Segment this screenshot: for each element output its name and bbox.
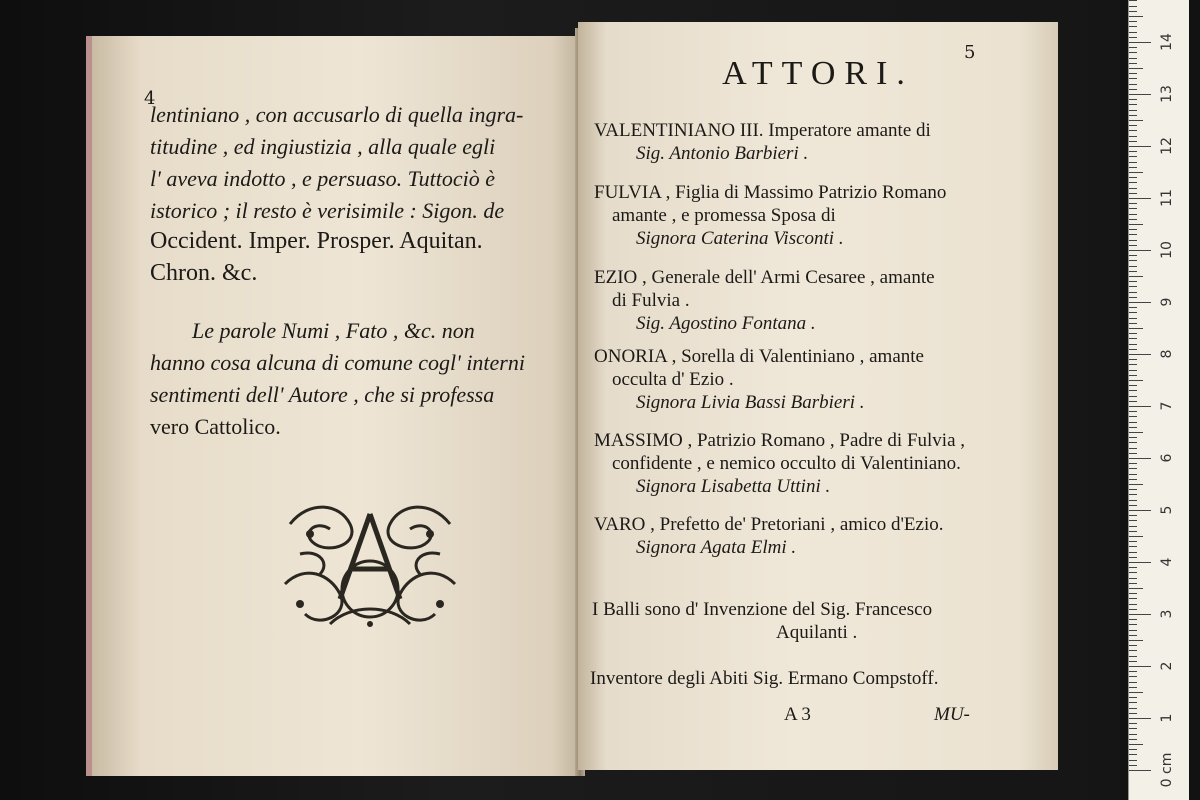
note-line: Le parole Numi , Fato , &c. non <box>192 318 475 343</box>
ruler-tick <box>1129 770 1151 771</box>
ruler-tick <box>1129 390 1137 391</box>
ruler-tick <box>1129 385 1137 386</box>
ruler-tick <box>1129 437 1137 438</box>
ruler-tick <box>1129 494 1137 495</box>
cast-role-cont: confidente , e nemico occulto di Valentiniano. <box>612 453 961 474</box>
note-line: hanno cosa alcuna di comune cogl' interni <box>150 350 525 375</box>
ruler-tick <box>1129 229 1137 230</box>
ruler-tick <box>1129 619 1137 620</box>
ruler-tick <box>1129 224 1143 225</box>
ruler-tick <box>1129 136 1137 137</box>
ruler-tick <box>1129 723 1137 724</box>
ruler-tick <box>1129 510 1151 511</box>
ruler-tick <box>1129 281 1137 282</box>
ruler-tick <box>1129 370 1137 371</box>
note-line: vero Cattolico. <box>150 414 281 439</box>
text-line: l' aveva indotto , e persuaso. Tuttociò è <box>150 166 496 191</box>
cast-role: EZIO , Generale dell' Armi Cesaree , amante <box>594 267 935 288</box>
ruler-tick <box>1129 479 1137 480</box>
left-page <box>86 36 581 776</box>
ruler-tick <box>1129 562 1151 563</box>
ruler-tick <box>1129 99 1137 100</box>
text-line: Occident. Imper. Prosper. Aquitan. <box>150 228 483 254</box>
ruler-tick <box>1129 588 1143 589</box>
ruler-tick <box>1129 640 1143 641</box>
ruler-tick <box>1129 578 1137 579</box>
ruler-tick <box>1129 255 1137 256</box>
ruler-tick <box>1129 11 1137 12</box>
ruler-tick <box>1129 188 1137 189</box>
ruler-tick <box>1129 713 1137 714</box>
ruler-tick <box>1129 624 1137 625</box>
ruler-tick <box>1129 401 1137 402</box>
ruler-tick <box>1129 21 1137 22</box>
ruler-tick <box>1129 84 1137 85</box>
ruler-number: 4 <box>1159 557 1175 567</box>
ruler-tick <box>1129 359 1137 360</box>
ruler-tick <box>1129 380 1143 381</box>
ruler-tick <box>1129 240 1137 241</box>
text-line: titudine , ed ingiustizia , alla quale egli <box>150 134 496 159</box>
ruler-tick <box>1129 406 1151 407</box>
signature-mark: A 3 <box>784 704 811 725</box>
ruler-tick <box>1129 468 1137 469</box>
ruler-tick <box>1129 754 1137 755</box>
ruler-tick <box>1129 645 1137 646</box>
cast-actor: Signora Lisabetta Uttini . <box>636 476 831 497</box>
ruler-tick <box>1129 141 1137 142</box>
ruler-tick <box>1129 110 1137 111</box>
ruler-tick <box>1129 276 1143 277</box>
ruler-tick <box>1129 219 1137 220</box>
ruler-tick <box>1129 312 1137 313</box>
ruler-tick <box>1129 250 1151 251</box>
ruler-tick <box>1129 94 1151 95</box>
ruler-tick <box>1129 333 1137 334</box>
ruler-tick <box>1129 484 1143 485</box>
ruler-tick <box>1129 177 1137 178</box>
ruler-tick <box>1129 515 1137 516</box>
ruler-number: 1 <box>1159 713 1175 723</box>
ruler-tick <box>1129 671 1137 672</box>
ruler-tick <box>1129 708 1137 709</box>
ruler-tick <box>1129 453 1137 454</box>
text-line: lentiniano , con accusarlo di quella ingra- <box>150 102 524 127</box>
ruler-number: 9 <box>1159 297 1175 307</box>
ruler-tick <box>1129 52 1137 53</box>
ruler-tick <box>1129 765 1137 766</box>
ruler-tick <box>1129 432 1143 433</box>
fleuron-monogram-ornament-icon <box>270 494 470 639</box>
ruler-tick <box>1129 520 1137 521</box>
ruler-tick <box>1129 448 1137 449</box>
ruler-number: 5 <box>1159 505 1175 515</box>
open-book <box>86 22 1066 782</box>
ruler-tick <box>1129 208 1137 209</box>
ruler-number: 14 <box>1159 33 1175 51</box>
ruler-tick <box>1129 302 1151 303</box>
ruler-tick <box>1129 58 1137 59</box>
ruler-tick <box>1129 260 1137 261</box>
ruler-tick <box>1129 182 1137 183</box>
cast-actor: Signora Agata Elmi . <box>636 537 797 558</box>
ruler-tick <box>1129 73 1137 74</box>
ruler-tick <box>1129 526 1137 527</box>
cast-actor: Sig. Antonio Barbieri . <box>636 143 809 164</box>
ruler-tick <box>1129 344 1137 345</box>
ruler-tick <box>1129 687 1137 688</box>
ruler-tick <box>1129 760 1137 761</box>
ruler-tick <box>1129 396 1137 397</box>
text-line: Chron. &c. <box>150 260 258 286</box>
ruler-tick <box>1129 328 1143 329</box>
ruler-number: 11 <box>1159 189 1175 207</box>
ruler-tick <box>1129 364 1137 365</box>
ruler-tick <box>1129 245 1137 246</box>
ruler-tick <box>1129 572 1137 573</box>
ruler-tick <box>1129 416 1137 417</box>
cast-role: VARO , Prefetto de' Pretoriani , amico d'Ezio. <box>594 514 944 535</box>
ruler-tick <box>1129 266 1137 267</box>
ruler-tick <box>1129 214 1137 215</box>
ruler-tick <box>1129 546 1137 547</box>
ruler-tick <box>1129 318 1137 319</box>
ruler-tick <box>1129 297 1137 298</box>
ruler-tick <box>1129 474 1137 475</box>
ruler-tick <box>1129 676 1137 677</box>
ruler-tick <box>1129 104 1137 105</box>
ruler-tick <box>1129 614 1151 615</box>
measuring-ruler <box>1128 0 1189 800</box>
ruler-tick <box>1129 557 1137 558</box>
ruler-tick <box>1129 739 1137 740</box>
ruler-tick <box>1129 162 1137 163</box>
ruler-tick <box>1129 744 1143 745</box>
ruler-tick <box>1129 130 1137 131</box>
ruler-tick <box>1129 292 1137 293</box>
ruler-tick <box>1129 692 1143 693</box>
ruler-tick <box>1129 47 1137 48</box>
ruler-tick <box>1129 666 1151 667</box>
ruler-tick <box>1129 635 1137 636</box>
ruler-tick <box>1129 598 1137 599</box>
ruler-tick <box>1129 0 1137 1</box>
ruler-tick <box>1129 349 1137 350</box>
note-line: sentimenti dell' Autore , che si professa <box>150 382 495 407</box>
ruler-tick <box>1129 463 1137 464</box>
ruler-number: 3 <box>1159 609 1175 619</box>
ruler-tick <box>1129 307 1137 308</box>
ruler-tick <box>1129 697 1137 698</box>
ruler-tick <box>1129 531 1137 532</box>
ruler-tick <box>1129 193 1137 194</box>
ruler-tick <box>1129 68 1143 69</box>
ruler-tick <box>1129 604 1137 605</box>
right-page <box>578 22 1058 770</box>
text-line: istorico ; il resto è verisimile : Sigon. de <box>150 198 505 223</box>
ruler-tick <box>1129 234 1137 235</box>
ruler-tick <box>1129 78 1137 79</box>
ruler-tick <box>1129 442 1137 443</box>
cast-role-cont: occulta d' Ezio . <box>612 369 734 390</box>
ruler-tick <box>1129 650 1137 651</box>
ruler-tick <box>1129 567 1137 568</box>
ruler-tick <box>1129 500 1137 501</box>
ruler-tick <box>1129 718 1151 719</box>
ruler-tick <box>1129 6 1137 7</box>
cast-actor: Sig. Agostino Fontana . <box>636 313 816 334</box>
ruler-number: 2 <box>1159 661 1175 671</box>
ruler-tick <box>1129 609 1137 610</box>
cast-role: MASSIMO , Patrizio Romano , Padre di Fulvia , <box>594 430 966 451</box>
ruler-tick <box>1129 26 1137 27</box>
ruler-number: 12 <box>1159 137 1175 155</box>
page-number-left: 4 <box>144 88 156 109</box>
ruler-tick <box>1129 702 1137 703</box>
page-title: ATTORI. <box>722 55 914 92</box>
ruler-tick <box>1129 661 1137 662</box>
ruler-tick <box>1129 198 1151 199</box>
ruler-tick <box>1129 89 1137 90</box>
balli-credit: I Balli sono d' Invenzione del Sig. Francesco <box>592 599 933 620</box>
ruler-tick <box>1129 42 1151 43</box>
ruler-tick <box>1129 422 1137 423</box>
cast-role-cont: di Fulvia . <box>612 290 690 311</box>
ruler-tick <box>1129 734 1137 735</box>
ruler-tick <box>1129 630 1137 631</box>
ruler-tick <box>1129 203 1137 204</box>
ruler-tick <box>1129 375 1137 376</box>
ruler-tick <box>1129 120 1143 121</box>
ruler-tick <box>1129 146 1151 147</box>
ruler-tick <box>1129 354 1151 355</box>
ruler-number: 7 <box>1159 401 1175 411</box>
ruler-tick <box>1129 505 1137 506</box>
cast-role-cont: amante , e promessa Sposa di <box>612 205 836 226</box>
ruler-number: 10 <box>1159 241 1175 259</box>
ruler-number: 6 <box>1159 453 1175 463</box>
ruler-number: 8 <box>1159 349 1175 359</box>
ruler-tick <box>1129 172 1143 173</box>
ruler-tick <box>1129 63 1137 64</box>
page-number-right: 5 <box>964 42 976 63</box>
ruler-tick <box>1129 536 1143 537</box>
cast-actor: Signora Caterina Visconti . <box>636 228 844 249</box>
ruler-tick <box>1129 728 1137 729</box>
catchword: MU- <box>934 704 970 725</box>
ruler-number: 13 <box>1159 85 1175 103</box>
ruler-tick <box>1129 583 1137 584</box>
ruler-tick <box>1129 458 1151 459</box>
ruler-tick <box>1129 682 1137 683</box>
ruler-tick <box>1129 125 1137 126</box>
ruler-tick <box>1129 16 1143 17</box>
ruler-tick <box>1129 427 1137 428</box>
ruler-tick <box>1129 338 1137 339</box>
ruler-tick <box>1129 552 1137 553</box>
ruler-tick <box>1129 286 1137 287</box>
abiti-credit: Inventore degli Abiti Sig. Ermano Compstoff. <box>590 668 939 689</box>
ruler-zero-label: 0 cm <box>1159 752 1175 788</box>
cast-role: VALENTINIANO III. Imperatore amante di <box>594 120 931 141</box>
ruler-tick <box>1129 167 1137 168</box>
ruler-tick <box>1129 156 1137 157</box>
ruler-tick <box>1129 541 1137 542</box>
cast-role: FULVIA , Figlia di Massimo Patrizio Romano <box>594 182 947 203</box>
ruler-tick <box>1129 489 1137 490</box>
ruler-tick <box>1129 749 1137 750</box>
ruler-tick <box>1129 151 1137 152</box>
ruler-tick <box>1129 37 1137 38</box>
cast-role: ONORIA , Sorella di Valentiniano , amante <box>594 346 924 367</box>
ruler-tick <box>1129 411 1137 412</box>
ruler-tick <box>1129 271 1137 272</box>
ruler-tick <box>1129 323 1137 324</box>
ruler-tick <box>1129 115 1137 116</box>
ruler-tick <box>1129 32 1137 33</box>
balli-credit-cont: Aquilanti . <box>776 622 858 643</box>
ruler-tick <box>1129 656 1137 657</box>
cast-actor: Signora Livia Bassi Barbieri . <box>636 392 865 413</box>
ruler-tick <box>1129 593 1137 594</box>
